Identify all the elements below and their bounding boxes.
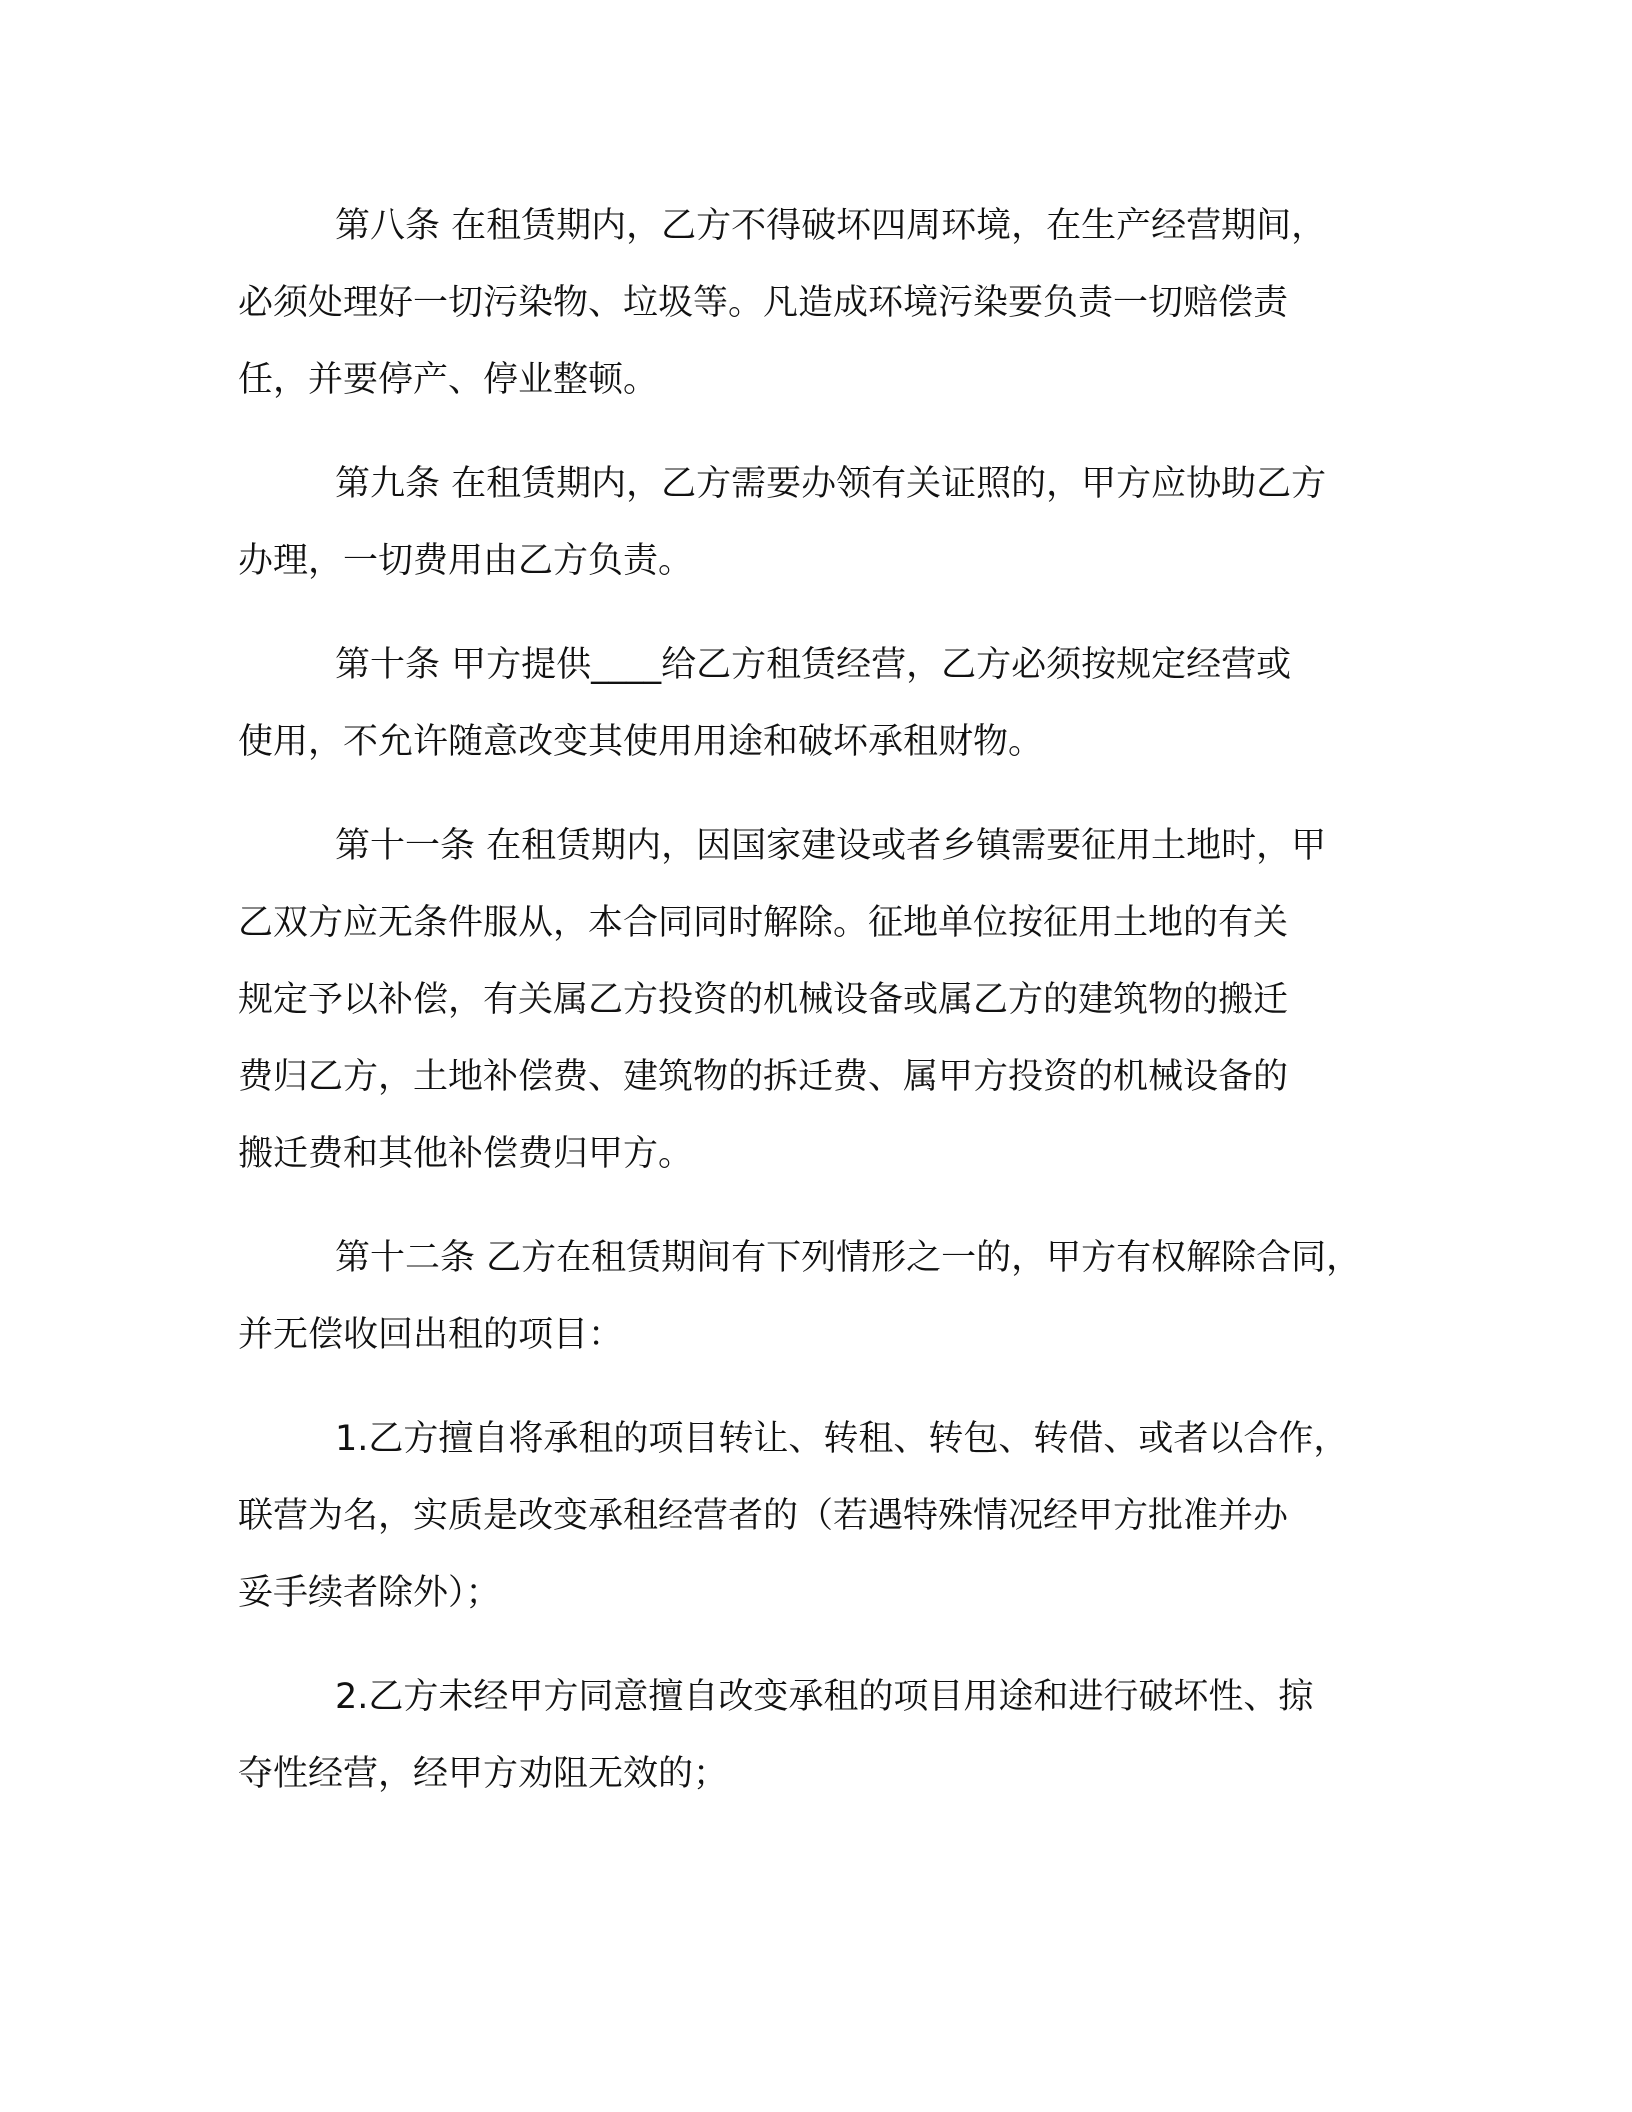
paragraph-line: 必须处理好一切污染物、垃圾等。凡造成环境污染要负责一切赔偿责 xyxy=(238,283,1289,323)
article-10-paragraph xyxy=(238,627,1428,781)
paragraph-line: 第九条 在租赁期内，乙方需要办领有关证照的，甲方应协助乙方 xyxy=(335,464,1327,504)
paragraph-line: 办理，一切费用由乙方负责。 xyxy=(238,541,694,581)
paragraph-line: 联营为名，实质是改变承租经营者的（若遇特殊情况经甲方批准并办 xyxy=(238,1496,1289,1536)
paragraph-gap xyxy=(238,419,1428,446)
paragraph-line: 第十一条 在租赁期内，因国家建设或者乡镇需要征用土地时，甲 xyxy=(335,826,1327,866)
paragraph-line: 乙双方应无条件服从，本合同同时解除。征地单位按征用土地的有关 xyxy=(238,903,1289,943)
paragraph-line: 2.乙方未经甲方同意擅自改变承租的项目用途和进行破坏性、掠 xyxy=(335,1677,1314,1717)
paragraph-line: 第八条 在租赁期内，乙方不得破坏四周环境，在生产经营期间， xyxy=(335,206,1327,246)
paragraph-gap xyxy=(238,781,1428,808)
paragraph-line: 费归乙方，土地补偿费、建筑物的拆迁费、属甲方投资的机械设备的 xyxy=(238,1057,1289,1097)
paragraph-gap xyxy=(238,600,1428,627)
paragraph-line: 并无偿收回出租的项目： xyxy=(238,1315,624,1355)
article-9-paragraph xyxy=(238,446,1428,600)
paragraph-gap xyxy=(238,1374,1428,1401)
article-12-paragraph xyxy=(238,1220,1428,1374)
paragraph-line: 搬迁费和其他补偿费归甲方。 xyxy=(238,1134,694,1174)
article-11-paragraph xyxy=(238,808,1428,1193)
paragraph-line: 使用，不允许随意改变其使用用途和破坏承租财物。 xyxy=(238,722,1044,762)
clause-2-paragraph xyxy=(238,1659,1428,1813)
document-body xyxy=(238,188,1428,1813)
paragraph-gap xyxy=(238,1632,1428,1659)
article-8-paragraph xyxy=(238,188,1428,419)
paragraph-line: 任，并要停产、停业整顿。 xyxy=(238,360,659,400)
paragraph-line: 第十条 甲方提供____给乙方租赁经营，乙方必须按规定经营或 xyxy=(335,645,1292,685)
paragraph-gap xyxy=(238,1193,1428,1220)
paragraph-line: 妥手续者除外）； xyxy=(238,1573,501,1613)
clause-1-paragraph xyxy=(238,1401,1428,1632)
paragraph-line: 1.乙方擅自将承租的项目转让、转租、转包、转借、或者以合作， xyxy=(335,1419,1349,1459)
paragraph-line: 第十二条 乙方在租赁期间有下列情形之一的，甲方有权解除合同， xyxy=(335,1238,1362,1278)
paragraph-line: 夺性经营，经甲方劝阻无效的； xyxy=(238,1754,729,1794)
paragraph-line: 规定予以补偿，有关属乙方投资的机械设备或属乙方的建筑物的搬迁 xyxy=(238,980,1289,1020)
